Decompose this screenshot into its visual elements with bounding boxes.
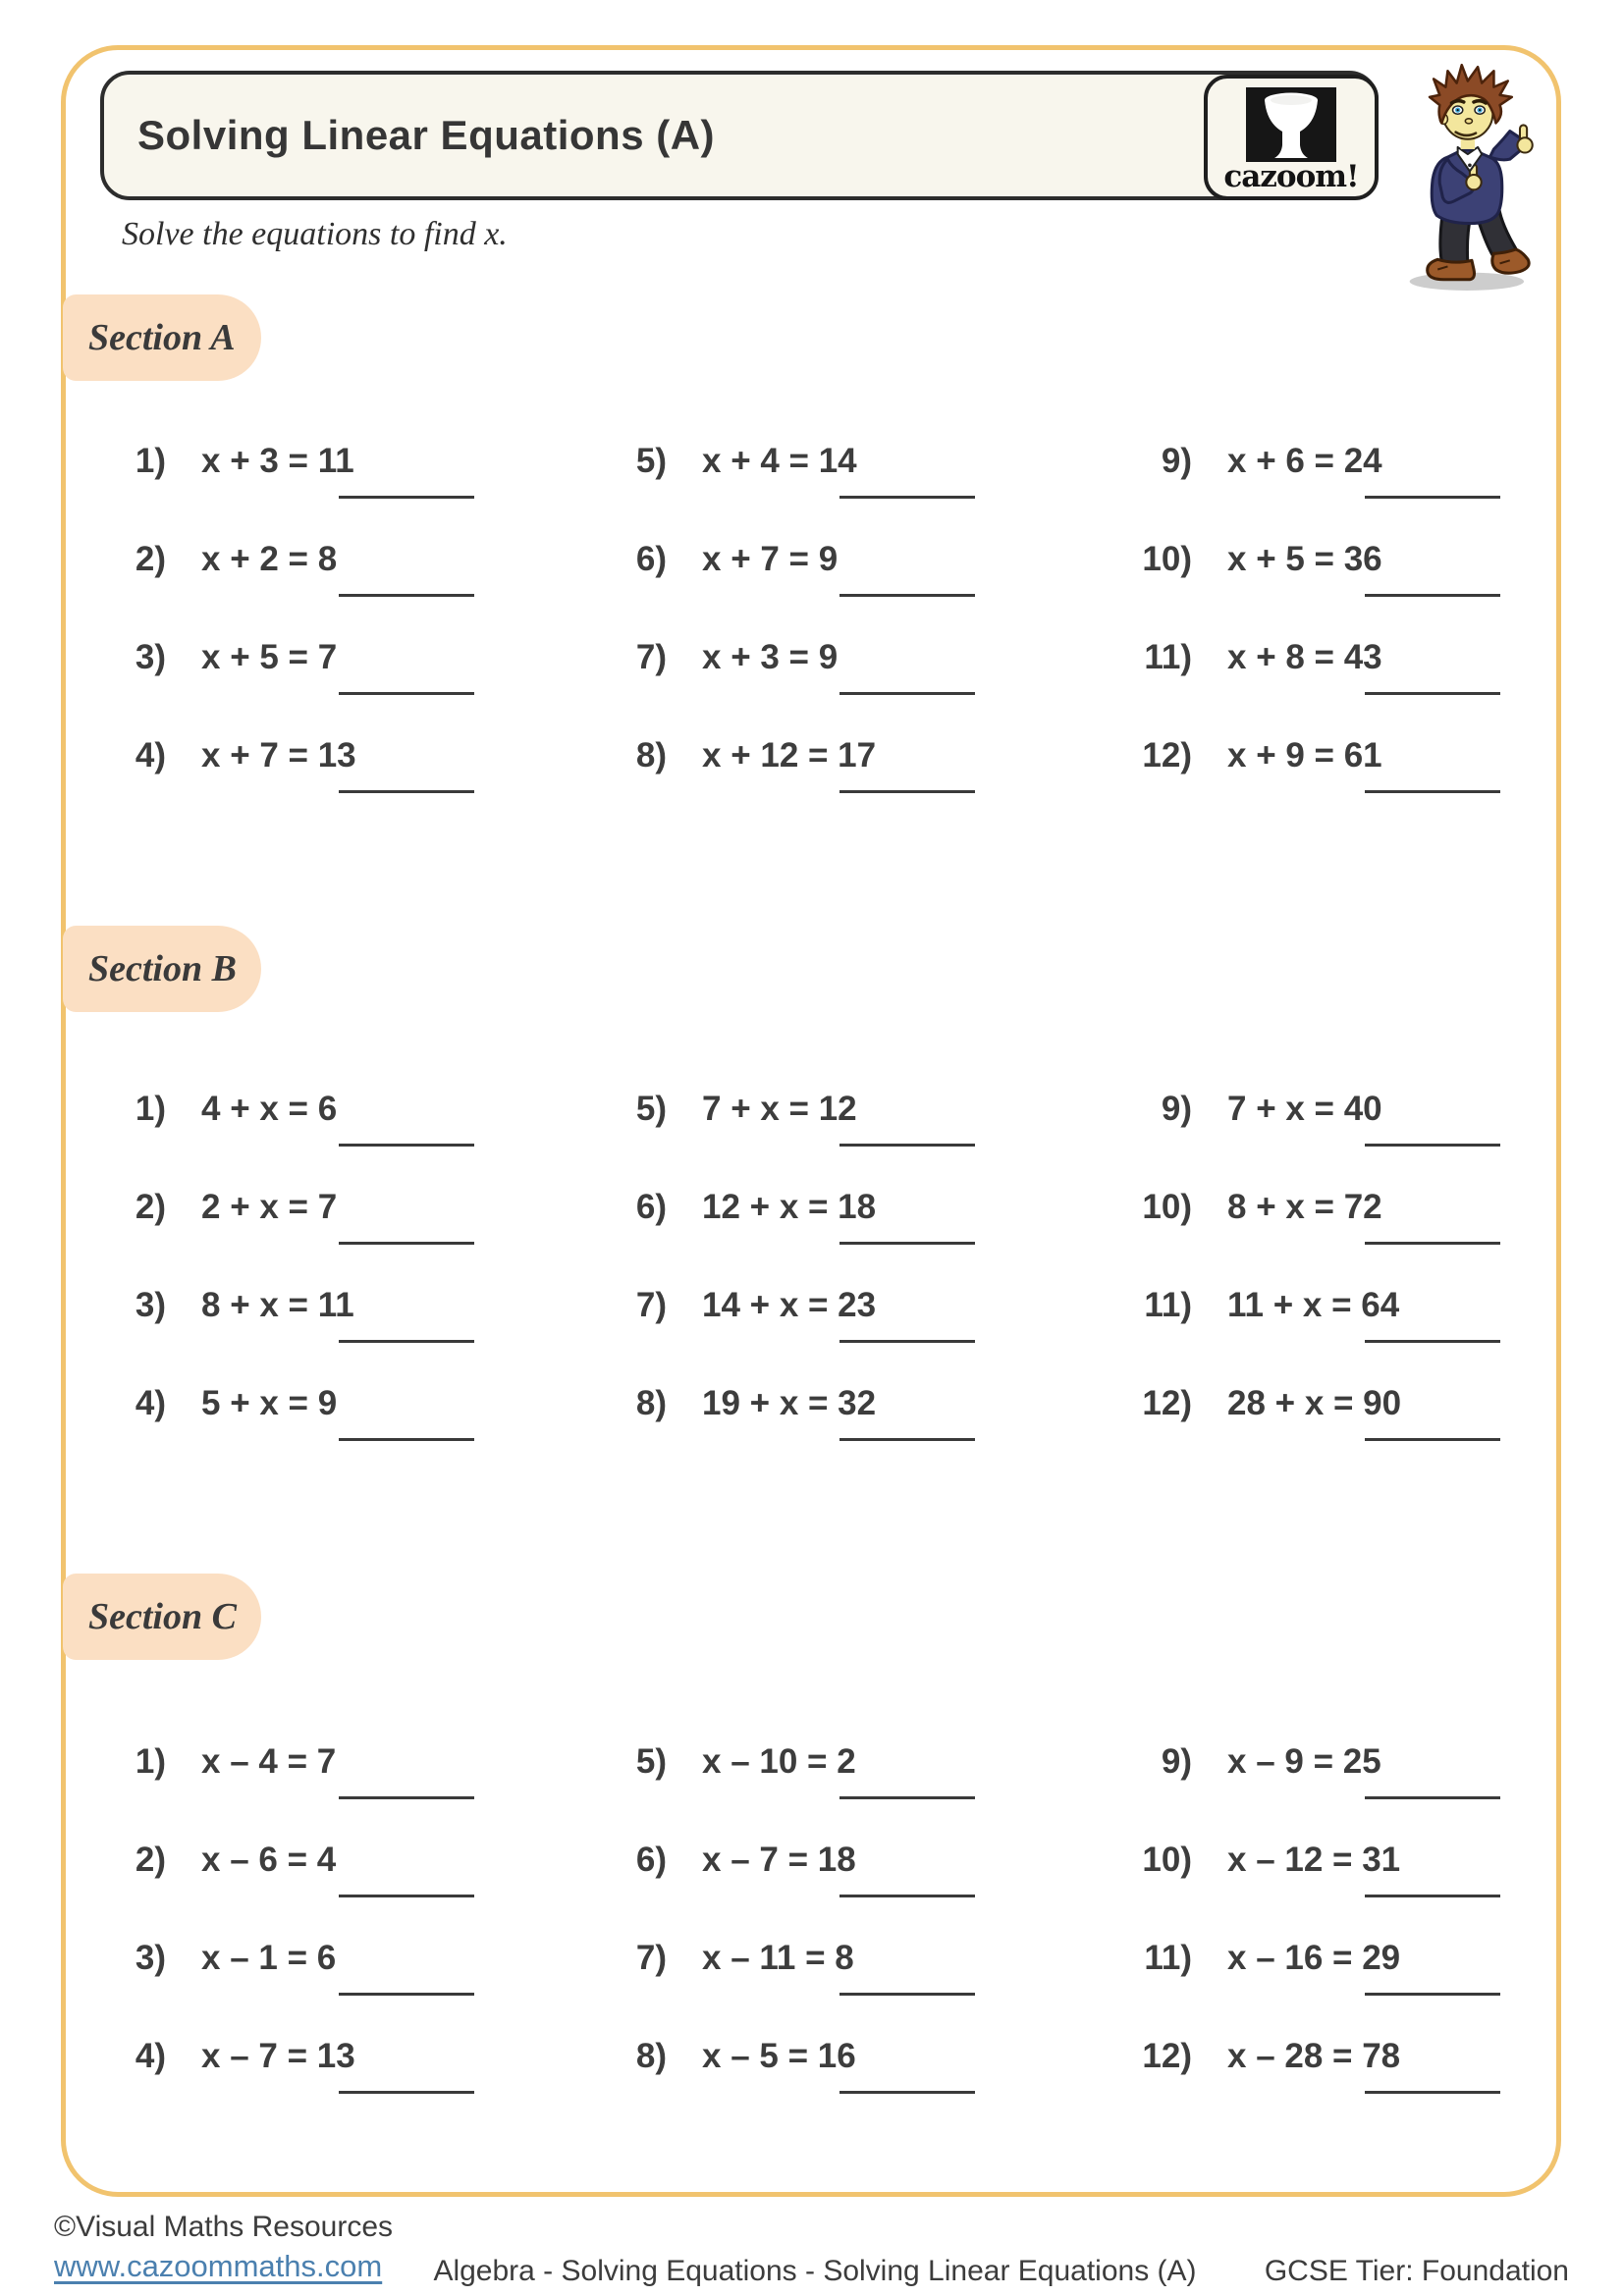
answer-line bbox=[839, 1144, 975, 1147]
section-c-equations bbox=[103, 1713, 1571, 2106]
equation-item bbox=[604, 1060, 1129, 1158]
answer-line bbox=[1365, 790, 1500, 793]
equation-item bbox=[604, 609, 1129, 707]
equation-text: 19 + x = 32 bbox=[702, 1384, 877, 1422]
answer-line bbox=[1365, 594, 1500, 597]
answer-line bbox=[1365, 1340, 1500, 1343]
answer-line bbox=[1365, 496, 1500, 499]
equation-text: 7 + x = 12 bbox=[702, 1090, 857, 1128]
equation-text: 7 + x = 40 bbox=[1227, 1090, 1382, 1128]
equation-number: 1) bbox=[135, 1090, 166, 1128]
answer-line bbox=[1365, 1438, 1500, 1441]
equation-text: x + 3 = 9 bbox=[702, 638, 839, 676]
equation-number: 6) bbox=[635, 1841, 667, 1879]
equation-number: 11) bbox=[1144, 638, 1192, 676]
equation-number: 8) bbox=[635, 2037, 667, 2075]
answer-line bbox=[839, 1993, 975, 1996]
section-a-equations bbox=[103, 412, 1571, 805]
equation-number: 4) bbox=[135, 2037, 166, 2075]
page-title: Solving Linear Equations (A) bbox=[137, 112, 716, 158]
equation-number: 3) bbox=[135, 1939, 166, 1977]
equation-text: x + 12 = 17 bbox=[702, 736, 877, 774]
equation-number: 9) bbox=[1161, 1090, 1192, 1128]
equation-number: 5) bbox=[635, 1090, 667, 1128]
equation-text: 8 + x = 11 bbox=[201, 1286, 354, 1324]
equation-text: x – 6 = 4 bbox=[201, 1841, 337, 1879]
equation-number: 12) bbox=[1142, 736, 1192, 774]
equation-text: 4 + x = 6 bbox=[201, 1090, 338, 1128]
equation-text: 8 + x = 72 bbox=[1227, 1188, 1382, 1226]
equation-text: 2 + x = 7 bbox=[201, 1188, 338, 1226]
equation-number: 11) bbox=[1144, 1286, 1192, 1324]
equation-number: 8) bbox=[635, 736, 667, 774]
equation-number: 4) bbox=[135, 736, 166, 774]
equation-number: 1) bbox=[135, 1742, 166, 1781]
footer-copyright: ©Visual Maths Resources bbox=[54, 2211, 394, 2243]
equation-item bbox=[103, 707, 604, 805]
answer-line bbox=[339, 692, 474, 695]
section-a-label: Section A bbox=[88, 317, 236, 358]
equation-item bbox=[1129, 1909, 1571, 2007]
equation-text: 5 + x = 9 bbox=[201, 1384, 338, 1422]
answer-line bbox=[1365, 692, 1500, 695]
equation-item bbox=[1129, 1811, 1571, 1909]
answer-line bbox=[339, 594, 474, 597]
answer-line bbox=[839, 1242, 975, 1245]
equation-number: 10) bbox=[1142, 540, 1192, 578]
equation-text: x – 1 = 6 bbox=[201, 1939, 337, 1977]
equation-text: x – 16 = 29 bbox=[1227, 1939, 1401, 1977]
equation-item bbox=[103, 1355, 604, 1453]
equation-text: x + 6 = 24 bbox=[1227, 442, 1382, 480]
equation-number: 5) bbox=[635, 1742, 667, 1781]
equation-number: 10) bbox=[1142, 1841, 1192, 1879]
equation-number: 1) bbox=[135, 442, 166, 480]
equation-text: x + 3 = 11 bbox=[201, 442, 354, 480]
equation-item bbox=[1129, 412, 1571, 510]
equation-number: 7) bbox=[635, 1286, 667, 1324]
answer-line bbox=[839, 1796, 975, 1799]
equation-number: 9) bbox=[1161, 442, 1192, 480]
logo-wordmark: cazoom! bbox=[1223, 159, 1359, 194]
equation-text: x – 28 = 78 bbox=[1227, 2037, 1401, 2075]
equation-text: x + 4 = 14 bbox=[702, 442, 857, 480]
answer-line bbox=[839, 496, 975, 499]
equation-text: x – 4 = 7 bbox=[201, 1742, 337, 1781]
equation-text: x + 2 = 8 bbox=[201, 540, 338, 578]
equation-number: 3) bbox=[135, 1286, 166, 1324]
answer-line bbox=[339, 1242, 474, 1245]
instruction-text: Solve the equations to find x. bbox=[122, 216, 508, 252]
equation-item bbox=[103, 1158, 604, 1256]
equation-item bbox=[1129, 1060, 1571, 1158]
equation-text: 28 + x = 90 bbox=[1227, 1384, 1402, 1422]
equation-item bbox=[604, 1355, 1129, 1453]
answer-line bbox=[339, 1796, 474, 1799]
equation-text: x – 10 = 2 bbox=[702, 1742, 856, 1781]
answer-line bbox=[1365, 2091, 1500, 2094]
mascot-character bbox=[1402, 57, 1545, 293]
answer-line bbox=[339, 1895, 474, 1897]
equation-item bbox=[1129, 609, 1571, 707]
equation-text: x + 9 = 61 bbox=[1227, 736, 1382, 774]
answer-line bbox=[839, 594, 975, 597]
section-b-badge bbox=[63, 926, 261, 1012]
equation-text: 14 + x = 23 bbox=[702, 1286, 877, 1324]
equation-number: 4) bbox=[135, 1384, 166, 1422]
equation-item bbox=[103, 510, 604, 609]
equation-number: 8) bbox=[635, 1384, 667, 1422]
equation-text: x – 9 = 25 bbox=[1227, 1742, 1381, 1781]
section-b-label: Section B bbox=[88, 948, 237, 989]
section-c-label: Section C bbox=[88, 1596, 237, 1637]
equation-text: x – 12 = 31 bbox=[1227, 1841, 1401, 1879]
equation-item bbox=[604, 1909, 1129, 2007]
equation-number: 2) bbox=[135, 1188, 166, 1226]
equation-number: 3) bbox=[135, 638, 166, 676]
equation-text: 12 + x = 18 bbox=[702, 1188, 877, 1226]
equation-item bbox=[1129, 2007, 1571, 2106]
answer-line bbox=[1365, 1993, 1500, 1996]
equation-item bbox=[1129, 1256, 1571, 1355]
equation-item bbox=[604, 1256, 1129, 1355]
equation-item bbox=[604, 1158, 1129, 1256]
answer-line bbox=[839, 692, 975, 695]
equation-item bbox=[604, 1713, 1129, 1811]
equation-number: 9) bbox=[1161, 1742, 1192, 1781]
equation-item bbox=[103, 412, 604, 510]
answer-line bbox=[1365, 1144, 1500, 1147]
equation-item bbox=[103, 1811, 604, 1909]
equation-item bbox=[103, 2007, 604, 2106]
section-a-badge bbox=[63, 294, 261, 381]
equation-number: 12) bbox=[1142, 2037, 1192, 2075]
equation-text: x + 7 = 13 bbox=[201, 736, 356, 774]
equation-number: 11) bbox=[1144, 1939, 1192, 1977]
answer-line bbox=[339, 1144, 474, 1147]
equation-text: x – 5 = 16 bbox=[702, 2037, 856, 2075]
equation-text: x – 11 = 8 bbox=[702, 1939, 854, 1977]
equation-item bbox=[1129, 510, 1571, 609]
answer-line bbox=[339, 2091, 474, 2094]
cazoom-logo bbox=[1204, 75, 1379, 200]
equation-text: x + 8 = 43 bbox=[1227, 638, 1382, 676]
equation-text: x + 7 = 9 bbox=[702, 540, 839, 578]
equation-number: 12) bbox=[1142, 1384, 1192, 1422]
answer-line bbox=[339, 1993, 474, 1996]
answer-line bbox=[839, 1895, 975, 1897]
equation-item bbox=[103, 1909, 604, 2007]
header-box bbox=[100, 71, 1379, 200]
equation-number: 2) bbox=[135, 540, 166, 578]
answer-line bbox=[1365, 1242, 1500, 1245]
equation-item bbox=[103, 1713, 604, 1811]
answer-line bbox=[339, 1438, 474, 1441]
answer-line bbox=[839, 790, 975, 793]
equation-text: 11 + x = 64 bbox=[1227, 1286, 1400, 1324]
djembe-drum-icon bbox=[1246, 87, 1336, 162]
equation-item bbox=[604, 707, 1129, 805]
answer-line bbox=[1365, 1796, 1500, 1799]
equation-item bbox=[604, 2007, 1129, 2106]
equation-number: 5) bbox=[635, 442, 667, 480]
equation-number: 6) bbox=[635, 1188, 667, 1226]
equation-text: x + 5 = 36 bbox=[1227, 540, 1382, 578]
equation-text: x – 7 = 13 bbox=[201, 2037, 355, 2075]
answer-line bbox=[339, 1340, 474, 1343]
equation-item bbox=[103, 1256, 604, 1355]
section-c-badge bbox=[63, 1574, 261, 1660]
equation-number: 7) bbox=[635, 638, 667, 676]
footer-tier: GCSE Tier: Foundation bbox=[1264, 2255, 1569, 2287]
answer-line bbox=[839, 1438, 975, 1441]
answer-line bbox=[339, 790, 474, 793]
equation-number: 2) bbox=[135, 1841, 166, 1879]
equation-item bbox=[1129, 1355, 1571, 1453]
equation-item bbox=[1129, 707, 1571, 805]
equation-item bbox=[604, 510, 1129, 609]
equation-item bbox=[1129, 1158, 1571, 1256]
equation-number: 7) bbox=[635, 1939, 667, 1977]
equation-item bbox=[604, 412, 1129, 510]
answer-line bbox=[839, 2091, 975, 2094]
section-b-equations bbox=[103, 1060, 1571, 1453]
equation-text: x – 7 = 18 bbox=[702, 1841, 856, 1879]
equation-number: 10) bbox=[1142, 1188, 1192, 1226]
answer-line bbox=[339, 496, 474, 499]
equation-item bbox=[103, 1060, 604, 1158]
equation-item bbox=[604, 1811, 1129, 1909]
footer-website-link[interactable]: www.cazoommaths.com bbox=[54, 2249, 383, 2283]
footer-breadcrumb: Algebra - Solving Equations - Solving Linear Equations (A) bbox=[433, 2255, 1197, 2287]
equation-item bbox=[103, 609, 604, 707]
answer-line bbox=[839, 1340, 975, 1343]
answer-line bbox=[1365, 1895, 1500, 1897]
equation-text: x + 5 = 7 bbox=[201, 638, 338, 676]
equation-number: 6) bbox=[635, 540, 667, 578]
equation-item bbox=[1129, 1713, 1571, 1811]
